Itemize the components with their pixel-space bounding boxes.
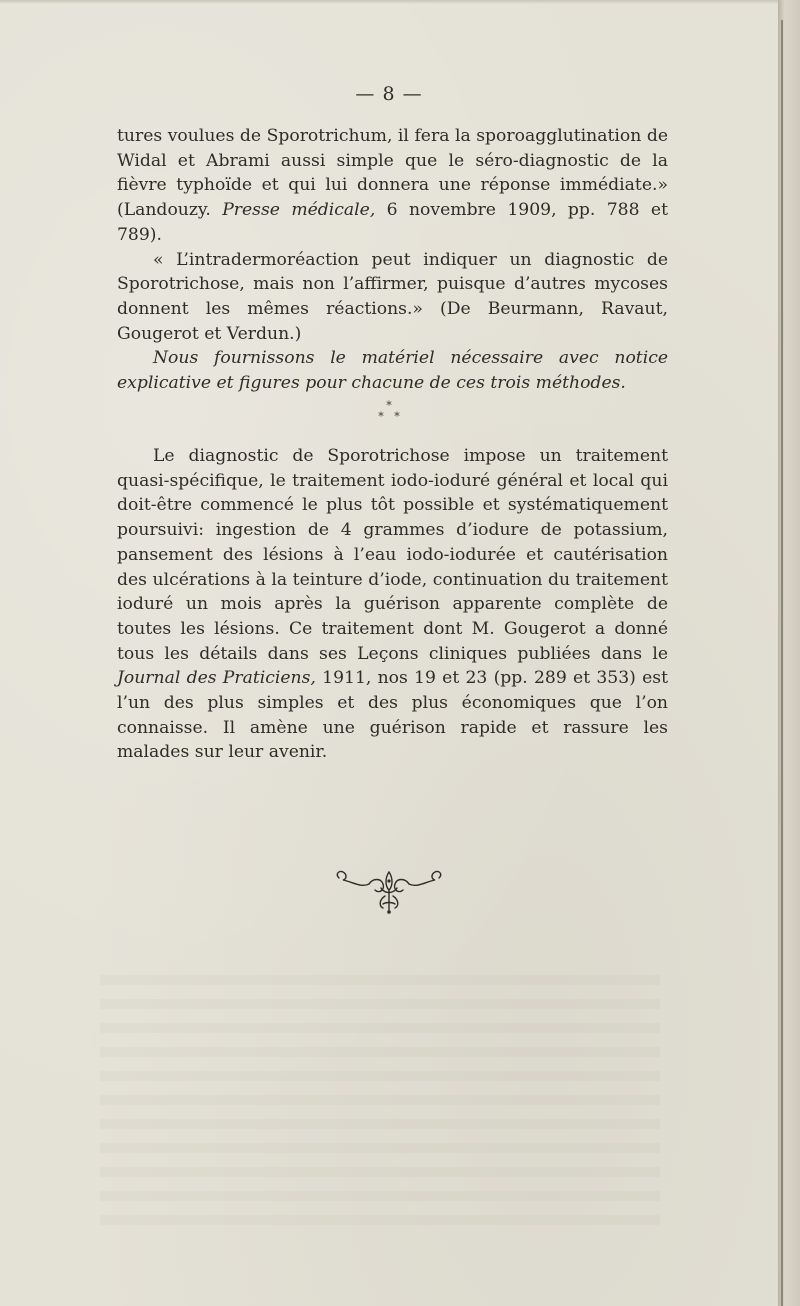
upper-text-block	[117, 124, 668, 396]
paragraph-1-text: tures voulues de Sporotrichum, il fera la sporoagglutination de Widal et Abrami aussi simple que le séro-diagnostic de la fièvre typhoïde et qui lui donnera une réponse immédiate.» (Landouzy.	[117, 126, 668, 221]
decorative-fleuron-icon	[333, 866, 445, 918]
bleed-through-text-area	[100, 975, 660, 1235]
paragraph-intradermoreaction: « L’intradermoréaction peut indiquer un diagnostic de Sporotrichose, mais non l’affirmer, puisque d’autres mycoses donnent les mêmes réactions.» (De Beurmann, Ravaut, Gougerot et Verdun.)	[117, 249, 668, 344]
paragraph-quotation-end	[117, 124, 668, 248]
page-top-shadow	[0, 0, 778, 4]
asterism-separator	[0, 400, 778, 422]
paragraph-4-start: Le diagnostic de Sporotrichose impose un traitement quasi-spécifique, le traitement iodo-ioduré général et local qui doit-être commencé le plus tôt possible et systématiquement poursuivi: ingestion de 4 grammes d’iodure de potassium, pansement des lésions à l’eau iodo-iodurée et cautérisation des ulcérations à la teinture d’iode, continuation du traitement ioduré un mois après la guérison apparente complète de toutes les lésions. Ce traitement dont M. Gougerot a donné tous les détails dans ses Leçons cliniques publiées dans le	[117, 446, 668, 664]
paragraph-treatment	[117, 444, 668, 765]
paragraph-1-journal: Presse médicale,	[222, 200, 376, 221]
page-number: — 8 —	[355, 83, 423, 105]
page-edge-line	[781, 20, 783, 1306]
treatment-text-block	[117, 444, 668, 765]
asterism-bottom-stars: * *	[378, 410, 400, 423]
paragraph-4-end: 1911, nos 19 et 23 (pp. 289 et 353) est l’un des plus simples et des plus économiques que l’on connaisse. Il amène une guérison rapide et rassure les malades sur leur avenir.	[117, 668, 669, 763]
page-right-edge	[778, 0, 800, 1306]
asterism-top-star: *	[386, 399, 392, 412]
paragraph-1-reference: 6 novembre 1909, pp. 788 et 789).	[117, 200, 668, 245]
paragraph-material-notice: Nous fournissons le matériel nécessaire avec notice explicative et figures pour chacune de ces trois méthodes.	[117, 348, 668, 394]
paragraph-4-journal: Journal des Praticiens,	[117, 668, 316, 689]
